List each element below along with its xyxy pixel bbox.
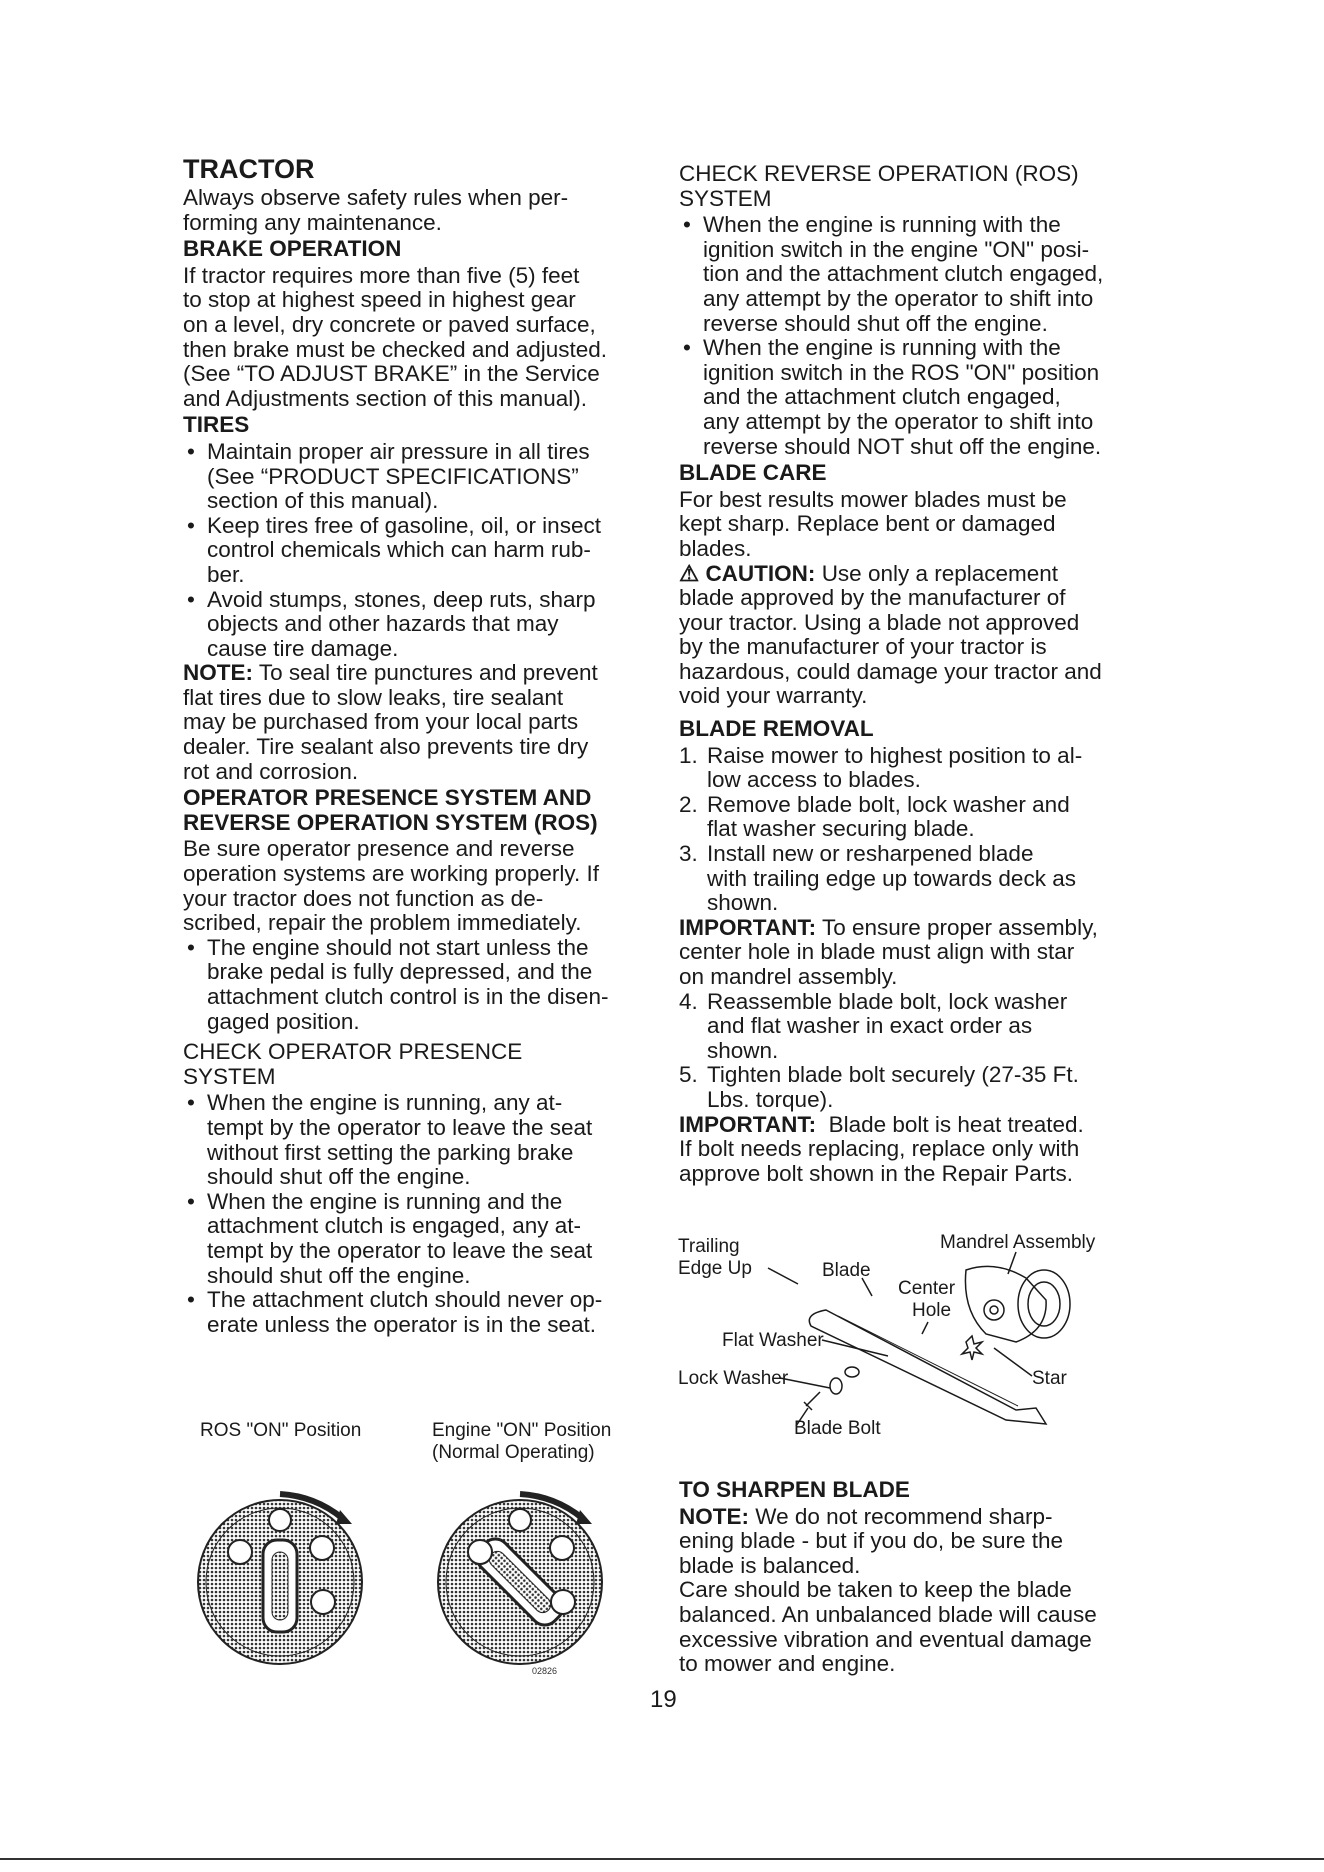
heading-check-ros	[679, 162, 1149, 211]
caution-paragraph	[679, 562, 1149, 710]
list-line: • Maintain proper air pressure in all tires	[207, 438, 590, 464]
step-line: shown.	[707, 1037, 779, 1063]
important-paragraph-1	[679, 916, 1149, 990]
caution-line: void your warranty.	[679, 683, 868, 709]
list-line: brake pedal is fully depressed, and the	[207, 959, 593, 985]
list-line: ignition switch in the ROS "ON" position	[703, 359, 1100, 385]
label-hole: Hole	[912, 1300, 952, 1321]
list-item	[183, 588, 653, 662]
caution-line: by the manufacturer of your tractor is	[679, 634, 1047, 660]
removal-steps-b	[679, 990, 1149, 1113]
left-column	[183, 150, 653, 1337]
list-line: erate unless the operator is in the seat.	[207, 1311, 596, 1337]
right-column	[679, 150, 1149, 1186]
label-edge-up: Edge Up	[678, 1258, 752, 1279]
mandrel-shape	[965, 1266, 1046, 1342]
sharpen-line: excessive vibration and eventual damage	[679, 1626, 1092, 1652]
step-line: Raise mower to highest position to al-	[707, 742, 1083, 768]
list-item	[679, 744, 1149, 793]
list-line: should shut off the engine.	[207, 1262, 471, 1288]
heading-blade-removal: BLADE REMOVAL	[679, 716, 874, 742]
figure-label-engine	[432, 1420, 611, 1464]
heading-line: REVERSE OPERATION SYSTEM (ROS)	[183, 809, 598, 835]
caution-line	[679, 562, 1149, 587]
step-line: Install new or resharpened blade	[707, 841, 1034, 867]
step-line: flat washer securing blade.	[707, 816, 975, 842]
sharpen-note-line	[679, 1505, 1149, 1530]
step-line: with trailing edge up towards deck as	[707, 865, 1076, 891]
list-line: ber.	[207, 561, 245, 587]
check-operator-list	[183, 1091, 653, 1337]
note-line: dealer. Tire sealant also prevents tire dry	[183, 734, 589, 760]
list-line: reverse should NOT shut off the engine.	[703, 433, 1102, 459]
list-line: (See “PRODUCT SPECIFICATIONS”	[207, 463, 579, 489]
note-text: To seal tire punctures and prevent	[258, 660, 598, 686]
list-item	[183, 1190, 653, 1288]
brake-line: If tractor requires more than five (5) feet	[183, 262, 580, 288]
important-text: Blade bolt is heat treated.	[828, 1111, 1084, 1137]
list-line: any attempt by the operator to shift into	[703, 408, 1094, 434]
step-line: and flat washer in exact order as	[707, 1013, 1033, 1039]
figure-code: 02826	[532, 1666, 558, 1676]
sharpen-line: to mower and engine.	[679, 1651, 896, 1677]
note-line: flat tires due to slow leaks, tire sealant	[183, 684, 564, 710]
ops-line: scribed, repair the problem immediately.	[183, 910, 582, 936]
brake-line: on a level, dry concrete or paved surface,	[183, 311, 596, 337]
heading-tires: TIRES	[183, 412, 250, 438]
list-line: • When the engine is running and the	[207, 1188, 563, 1214]
list-item	[679, 1063, 1149, 1112]
sharpen-paragraph	[679, 1578, 1149, 1676]
intro-line-2: forming any maintenance.	[183, 209, 442, 235]
list-line: ignition switch in the engine "ON" posi-	[703, 236, 1090, 262]
step-line: Tighten blade bolt securely (27-35 Ft.	[707, 1062, 1079, 1088]
label-blade: Blade	[822, 1260, 871, 1281]
check-ros-list	[679, 213, 1149, 459]
heading-line: CHECK REVERSE OPERATION (ROS)	[679, 161, 1079, 186]
important-text: To ensure proper assembly,	[821, 914, 1098, 940]
list-line: • When the engine is running with the	[703, 335, 1061, 361]
step-line: low access to blades.	[707, 767, 921, 793]
ops-line: Be sure operator presence and reverse	[183, 836, 575, 862]
list-line: gaged position.	[207, 1008, 360, 1034]
bottom-rule	[0, 1858, 1324, 1860]
step-number: 3.	[679, 841, 698, 867]
ops-list	[183, 936, 653, 1034]
important-label: IMPORTANT:	[679, 1111, 817, 1137]
list-line: tion and the attachment clutch engaged,	[703, 261, 1104, 287]
list-line: control chemicals which can harm rub-	[207, 537, 591, 563]
list-item	[679, 336, 1149, 459]
list-line: • When the engine is running, any at-	[207, 1090, 563, 1116]
list-item	[183, 1091, 653, 1189]
heading-brake-operation: BRAKE OPERATION	[183, 236, 402, 262]
label-blade-bolt: Blade Bolt	[794, 1418, 881, 1439]
list-line: tempt by the operator to leave the seat	[207, 1114, 593, 1140]
section-title-tractor: TRACTOR	[183, 154, 315, 184]
blade-care-line: blades.	[679, 535, 752, 561]
list-line: objects and other hazards that may	[207, 611, 559, 637]
sharpen-section	[679, 1476, 1149, 1677]
important-paragraph-2	[679, 1113, 1149, 1187]
ops-line: your tractor does not function as de-	[183, 885, 544, 911]
label-flat-washer: Flat Washer	[722, 1330, 824, 1351]
note-line: may be purchased from your local parts	[183, 709, 579, 735]
label-mandrel-assembly: Mandrel Assembly	[940, 1232, 1096, 1253]
list-line: any attempt by the operator to shift into	[703, 285, 1094, 311]
figure-label-line: (Normal Operating)	[432, 1442, 595, 1463]
ignition-switch-figures	[190, 1490, 650, 1680]
note-line	[183, 661, 653, 686]
sharpen-note-paragraph	[679, 1505, 1149, 1579]
list-line: reverse should shut off the engine.	[703, 310, 1048, 336]
brake-line: and Adjustments section of this manual).	[183, 385, 587, 411]
important-line: on mandrel assembly.	[679, 964, 898, 989]
figure-label-line: Engine "ON" Position	[432, 1420, 612, 1441]
note-label: NOTE:	[679, 1503, 749, 1529]
caution-line: hazardous, could damage your tractor and	[679, 658, 1102, 684]
list-line: • Keep tires free of gasoline, oil, or insect	[207, 512, 601, 538]
heading-line: SYSTEM	[679, 185, 772, 211]
list-line: attachment clutch control is in the disen-	[207, 984, 609, 1009]
important-line: If bolt needs replacing, replace only with	[679, 1136, 1080, 1162]
list-line: should shut off the engine.	[207, 1164, 471, 1190]
caution-line: your tractor. Using a blade not approved	[679, 609, 1080, 635]
step-line: Reassemble blade bolt, lock washer	[707, 988, 1068, 1014]
step-line: Lbs. torque).	[707, 1086, 834, 1112]
note-text: We do not recommend sharp-	[755, 1503, 1053, 1529]
step-line: shown.	[707, 890, 779, 916]
list-line: • The attachment clutch should never op-	[207, 1287, 603, 1313]
brake-line: (See “TO ADJUST BRAKE” in the Service	[183, 361, 600, 387]
heading-check-operator-presence	[183, 1040, 653, 1089]
brake-line: to stop at highest speed in highest gear	[183, 287, 576, 313]
important-line	[679, 916, 1149, 941]
blade-care-line: For best results mower blades must be	[679, 486, 1067, 512]
heading-line: OPERATOR PRESENCE SYSTEM AND	[183, 785, 592, 811]
note-label: NOTE:	[183, 660, 253, 686]
removal-steps-a	[679, 744, 1149, 916]
list-line: tempt by the operator to leave the seat	[207, 1237, 593, 1263]
list-item	[183, 936, 653, 1034]
list-item	[679, 990, 1149, 1064]
important-line: center hole in blade must align with star	[679, 939, 1075, 965]
list-line: cause tire damage.	[207, 635, 399, 661]
ops-paragraph	[183, 837, 653, 935]
warning-triangle-icon: ⚠	[679, 560, 700, 586]
blade-assembly-diagram	[676, 1230, 1156, 1480]
sharpen-note-line: blade is balanced.	[679, 1552, 861, 1578]
sharpen-line: Care should be taken to keep the blade	[679, 1577, 1072, 1603]
caution-label: CAUTION:	[705, 560, 816, 586]
blade-shape	[809, 1310, 1046, 1424]
list-item	[679, 842, 1149, 916]
list-line: without first setting the parking brake	[207, 1139, 574, 1165]
list-line: • Avoid stumps, stones, deep ruts, sharp	[207, 586, 596, 612]
brake-line: then brake must be checked and adjusted.	[183, 336, 608, 362]
step-number: 1.	[679, 742, 698, 768]
list-item	[679, 213, 1149, 336]
heading-blade-care: BLADE CARE	[679, 460, 827, 486]
ops-line: operation systems are working properly. If	[183, 861, 600, 887]
heading-line: CHECK OPERATOR PRESENCE	[183, 1039, 523, 1065]
sharpen-line: balanced. An unbalanced blade will cause	[679, 1601, 1097, 1627]
list-line: • The engine should not start unless the	[207, 934, 589, 960]
intro-line-1: Always observe safety rules when per-	[183, 185, 569, 210]
list-line: section of this manual).	[207, 488, 439, 514]
figure-label-ros: ROS "ON" Position	[200, 1420, 362, 1441]
sharpen-note-line: ening blade - but if you do, be sure the	[679, 1528, 1064, 1554]
caution-line: blade approved by the manufacturer of	[679, 585, 1066, 611]
note-paragraph	[183, 661, 653, 784]
list-line: and the attachment clutch engaged,	[703, 384, 1061, 410]
label-center: Center	[898, 1278, 956, 1299]
important-line	[679, 1113, 1149, 1138]
blade-care-line: kept sharp. Replace bent or damaged	[679, 511, 1056, 537]
list-line: attachment clutch is engaged, any at-	[207, 1213, 581, 1239]
brake-paragraph	[183, 264, 653, 412]
label-trailing: Trailing	[678, 1236, 740, 1257]
ros-on-switch	[198, 1494, 362, 1664]
list-item	[183, 1288, 653, 1337]
label-star: Star	[1032, 1368, 1067, 1389]
note-line: rot and corrosion.	[183, 758, 359, 784]
list-item	[183, 514, 653, 588]
page-number: 19	[650, 1686, 677, 1713]
engine-on-switch	[438, 1494, 602, 1676]
list-item	[183, 440, 653, 514]
step-number: 2.	[679, 791, 698, 817]
important-label: IMPORTANT:	[679, 914, 817, 940]
heading-to-sharpen-blade: TO SHARPEN BLADE	[679, 1477, 910, 1502]
step-number: 4.	[679, 988, 698, 1014]
step-number: 5.	[679, 1062, 698, 1088]
heading-line: SYSTEM	[183, 1063, 276, 1089]
caution-text: Use only a replacement	[821, 560, 1059, 586]
label-lock-washer: Lock Washer	[678, 1368, 789, 1389]
list-line: • When the engine is running with the	[703, 212, 1061, 238]
step-line: Remove blade bolt, lock washer and	[707, 791, 1070, 817]
heading-operator-presence-ros	[183, 786, 653, 835]
list-item	[679, 793, 1149, 842]
blade-care-paragraph	[679, 488, 1149, 562]
important-line: approve bolt shown in the Repair Parts.	[679, 1160, 1073, 1186]
tires-list	[183, 440, 653, 661]
